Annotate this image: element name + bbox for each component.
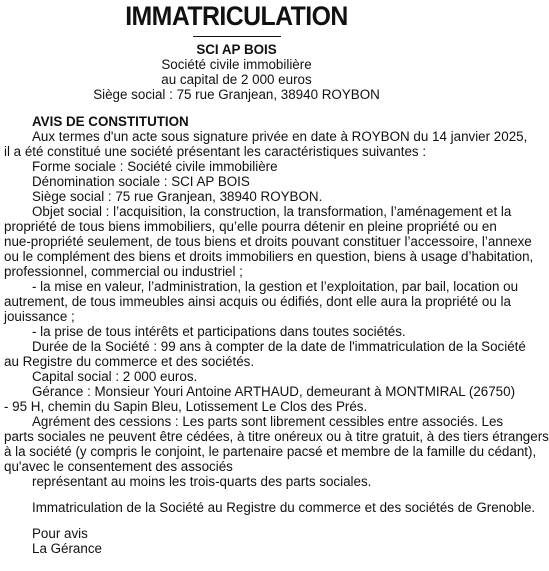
notice-line: Siège social : 75 rue Granjean, 38940 ROYBON. bbox=[32, 189, 323, 204]
notice-line: Capital social : 2 000 euros. bbox=[32, 369, 198, 384]
company-name: SCI AP BOIS bbox=[196, 42, 277, 57]
notice-line: - la prise de tous intérêts et participations dans toutes sociétés. bbox=[32, 324, 406, 339]
notice-line: - 95 H, chemin du Sapin Bleu, Lotissement Le Clos des Prés. bbox=[4, 399, 368, 414]
notice-line: parts sociales ne peuvent être cédées, à titre onéreux ou à titre gratuit, à des tiers étrangers bbox=[4, 429, 549, 444]
notice-line: Durée de la Société : 99 ans à compter de la date de l'immatriculation de la Société bbox=[32, 339, 526, 354]
notice-line: propriété de tous biens immobiliers, qu’elle pourra détenir en pleine propriété ou en bbox=[4, 219, 497, 234]
notice-heading: IMMATRICULATION bbox=[125, 1, 348, 31]
notice-line: qu'avec le consentement des associés bbox=[4, 459, 233, 474]
notice-line: professionnel, commercial ou industriel ; bbox=[4, 264, 243, 279]
signoff-pour-avis: Pour avis bbox=[32, 526, 88, 541]
notice-line: Gérance : Monsieur Youri Antoine ARTHAUD, demeurant à MONTMIRAL (26750) bbox=[32, 384, 516, 399]
notice-line: au Registre du commerce et des sociétés. bbox=[4, 354, 255, 369]
notice-title: AVIS DE CONSTITUTION bbox=[32, 114, 189, 129]
company-form: Société civile immobilière bbox=[161, 57, 312, 72]
notice-line: à la société (y compris le conjoint, le partenaire pacsé et membre de la famille du cédant), bbox=[4, 444, 537, 459]
notice-line: représentant au moins les trois-quarts des parts sociales. bbox=[32, 474, 372, 489]
notice-line: - la mise en valeur, l’administration, la gestion et l’exploitation, par bail, location ou bbox=[32, 279, 519, 294]
company-address: Siège social : 75 rue Granjean, 38940 ROYBON bbox=[93, 87, 380, 102]
notice-line: ou le complément des biens et droits immobiliers en question, biens à usage d’habitation, bbox=[4, 249, 534, 264]
heading-divider bbox=[193, 36, 281, 37]
notice-line: Agrément des cessions : Les parts sont librement cessibles entre associés. Les bbox=[32, 414, 504, 429]
notice-line: autrement, de tous immeubles ainsi acquis ou édifiés, dont elle aura la propriété ou la bbox=[4, 294, 511, 309]
notice-line: Forme sociale : Société civile immobilière bbox=[32, 159, 278, 174]
registration-line: Immatriculation de la Société au Registre du commerce et des sociétés de Grenoble. bbox=[32, 500, 536, 515]
notice-line: jouissance ; bbox=[4, 309, 75, 324]
notice-line: Aux termes d'un acte sous signature privée en date à ROYBON du 14 janvier 2025, bbox=[32, 129, 528, 144]
notice-line: Dénomination sociale : SCI AP BOIS bbox=[32, 174, 250, 189]
notice-line: Objet social : l’acquisition, la construction, la transformation, l’aménagement et la bbox=[32, 204, 512, 219]
signoff-gerance: La Gérance bbox=[32, 541, 102, 556]
notice-line: nue-propriété seulement, de tous biens et droits pouvant constituer l’accessoire, l’annexe bbox=[4, 234, 532, 249]
company-capital: au capital de 2 000 euros bbox=[161, 72, 312, 87]
notice-line: il a été constitué une société présentant les caractéristiques suivantes : bbox=[4, 144, 427, 159]
